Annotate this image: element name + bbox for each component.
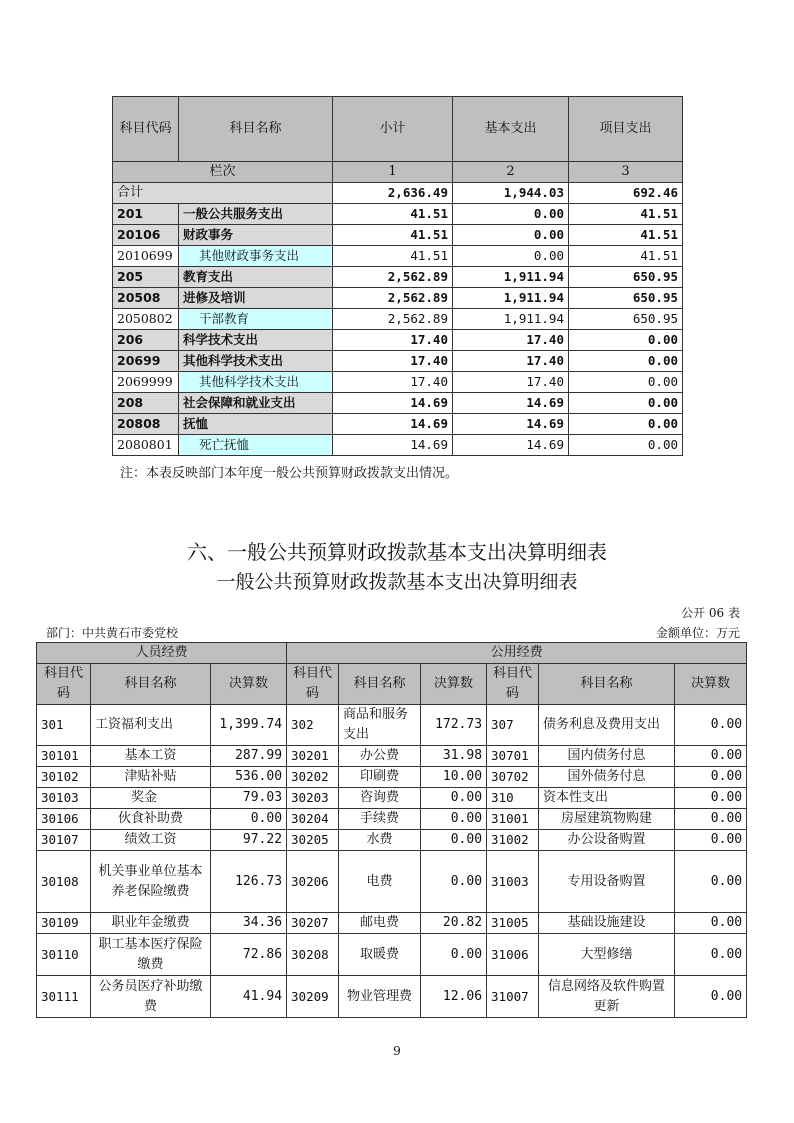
goods-amount: 10.00 bbox=[421, 767, 487, 788]
row-subtotal: 17.40 bbox=[333, 330, 453, 351]
group-personnel: 人员经费 bbox=[37, 643, 287, 664]
table-row bbox=[113, 351, 683, 372]
header-project: 项目支出 bbox=[569, 97, 683, 162]
personnel-name: 工资福利支出 bbox=[91, 705, 211, 746]
goods-code: 30204 bbox=[287, 809, 339, 830]
table-row bbox=[37, 976, 747, 1018]
personnel-amount: 536.00 bbox=[211, 767, 287, 788]
capital-name: 房屋建筑物购建 bbox=[539, 809, 675, 830]
capital-code: 31007 bbox=[487, 976, 539, 1018]
capital-name: 资本性支出 bbox=[539, 788, 675, 809]
personnel-code: 301 bbox=[37, 705, 91, 746]
header-code: 科目代码 bbox=[37, 664, 91, 705]
row-basic: 1,911.94 bbox=[453, 267, 569, 288]
header-name: 科目名称 bbox=[339, 664, 421, 705]
total-label: 合计 bbox=[113, 183, 333, 204]
table-row bbox=[113, 393, 683, 414]
table-row bbox=[37, 851, 747, 913]
header-code: 科目代码 bbox=[487, 664, 539, 705]
personnel-code: 30108 bbox=[37, 851, 91, 913]
row-name: 其他科学技术支出 bbox=[179, 351, 333, 372]
table-row bbox=[113, 225, 683, 246]
personnel-code: 30110 bbox=[37, 934, 91, 976]
header-subtotal: 小计 bbox=[333, 97, 453, 162]
capital-code: 31002 bbox=[487, 830, 539, 851]
row-name: 其他财政事务支出 bbox=[179, 246, 333, 267]
row-basic: 0.00 bbox=[453, 246, 569, 267]
row-project: 0.00 bbox=[569, 393, 683, 414]
personnel-code: 30111 bbox=[37, 976, 91, 1018]
table-row bbox=[37, 934, 747, 976]
personnel-amount: 0.00 bbox=[211, 809, 287, 830]
personnel-name: 绩效工资 bbox=[91, 830, 211, 851]
row-subtotal: 14.69 bbox=[333, 435, 453, 456]
column-index-row bbox=[113, 162, 683, 183]
goods-name: 电费 bbox=[339, 851, 421, 913]
lanci-3: 3 bbox=[569, 162, 683, 183]
personnel-code: 30109 bbox=[37, 913, 91, 934]
row-subtotal: 14.69 bbox=[333, 393, 453, 414]
personnel-amount: 34.36 bbox=[211, 913, 287, 934]
table-row bbox=[37, 809, 747, 830]
personnel-amount: 287.99 bbox=[211, 746, 287, 767]
table-row bbox=[37, 746, 747, 767]
form-number: 公开 06 表 bbox=[681, 606, 740, 620]
goods-amount: 0.00 bbox=[421, 830, 487, 851]
personnel-name: 职业年金缴费 bbox=[91, 913, 211, 934]
goods-code: 30203 bbox=[287, 788, 339, 809]
personnel-name: 奖金 bbox=[91, 788, 211, 809]
goods-code: 302 bbox=[287, 705, 339, 746]
capital-name: 大型修缮 bbox=[539, 934, 675, 976]
table-row bbox=[113, 330, 683, 351]
row-name: 干部教育 bbox=[179, 309, 333, 330]
total-basic: 1,944.03 bbox=[453, 183, 569, 204]
table-row bbox=[37, 767, 747, 788]
table-note: 注：本表反映部门本年度一般公共预算财政拨款支出情况。 bbox=[120, 466, 459, 481]
table-row bbox=[113, 246, 683, 267]
goods-amount: 0.00 bbox=[421, 851, 487, 913]
capital-name: 基础设施建设 bbox=[539, 913, 675, 934]
header-name: 科目名称 bbox=[179, 97, 333, 162]
capital-name: 债务利息及费用支出 bbox=[539, 705, 675, 746]
capital-code: 31005 bbox=[487, 913, 539, 934]
basic-expenditure-detail-table bbox=[36, 642, 747, 1018]
lanci-1: 1 bbox=[333, 162, 453, 183]
goods-amount: 31.98 bbox=[421, 746, 487, 767]
row-name: 死亡抚恤 bbox=[179, 435, 333, 456]
row-project: 650.95 bbox=[569, 267, 683, 288]
table-row bbox=[113, 372, 683, 393]
row-code: 2069999 bbox=[113, 372, 179, 393]
row-subtotal: 41.51 bbox=[333, 225, 453, 246]
goods-name: 印刷费 bbox=[339, 767, 421, 788]
goods-name: 手续费 bbox=[339, 809, 421, 830]
table-row bbox=[37, 830, 747, 851]
row-code: 20699 bbox=[113, 351, 179, 372]
row-code: 20106 bbox=[113, 225, 179, 246]
row-code: 2010699 bbox=[113, 246, 179, 267]
expenditure-summary-table bbox=[112, 96, 683, 456]
capital-name: 国内债务付息 bbox=[539, 746, 675, 767]
row-code: 20508 bbox=[113, 288, 179, 309]
row-subtotal: 2,562.89 bbox=[333, 267, 453, 288]
goods-name: 商品和服务支出 bbox=[339, 705, 421, 746]
row-basic: 17.40 bbox=[453, 372, 569, 393]
row-project: 0.00 bbox=[569, 435, 683, 456]
total-subtotal: 2,636.49 bbox=[333, 183, 453, 204]
row-basic: 1,911.94 bbox=[453, 309, 569, 330]
section-title: 六、一般公共预算财政拨款基本支出决算明细表 bbox=[187, 540, 607, 564]
row-code: 208 bbox=[113, 393, 179, 414]
row-subtotal: 2,562.89 bbox=[333, 288, 453, 309]
personnel-name: 津贴补贴 bbox=[91, 767, 211, 788]
header-amount: 决算数 bbox=[675, 664, 747, 705]
column-header-row bbox=[37, 664, 747, 705]
row-subtotal: 41.51 bbox=[333, 246, 453, 267]
goods-name: 咨询费 bbox=[339, 788, 421, 809]
capital-name: 信息网络及软件购置更新 bbox=[539, 976, 675, 1018]
table-row bbox=[113, 435, 683, 456]
row-subtotal: 17.40 bbox=[333, 351, 453, 372]
header-amount: 决算数 bbox=[421, 664, 487, 705]
personnel-code: 30107 bbox=[37, 830, 91, 851]
goods-code: 30202 bbox=[287, 767, 339, 788]
table-row bbox=[113, 204, 683, 225]
capital-code: 30702 bbox=[487, 767, 539, 788]
goods-amount: 0.00 bbox=[421, 809, 487, 830]
table-row bbox=[113, 288, 683, 309]
row-project: 0.00 bbox=[569, 351, 683, 372]
personnel-amount: 97.22 bbox=[211, 830, 287, 851]
capital-code: 31003 bbox=[487, 851, 539, 913]
capital-amount: 0.00 bbox=[675, 746, 747, 767]
personnel-name: 伙食补助费 bbox=[91, 809, 211, 830]
goods-amount: 172.73 bbox=[421, 705, 487, 746]
personnel-code: 30102 bbox=[37, 767, 91, 788]
row-basic: 0.00 bbox=[453, 225, 569, 246]
header-name: 科目名称 bbox=[91, 664, 211, 705]
page-number: 9 bbox=[393, 1044, 401, 1058]
row-name: 进修及培训 bbox=[179, 288, 333, 309]
header-amount: 决算数 bbox=[211, 664, 287, 705]
row-project: 41.51 bbox=[569, 225, 683, 246]
unit-label: 金额单位：万元 bbox=[655, 626, 740, 640]
table-header-row bbox=[113, 97, 683, 162]
capital-code: 31001 bbox=[487, 809, 539, 830]
goods-amount: 0.00 bbox=[421, 934, 487, 976]
goods-amount: 12.06 bbox=[421, 976, 487, 1018]
row-subtotal: 14.69 bbox=[333, 414, 453, 435]
capital-code: 31006 bbox=[487, 934, 539, 976]
goods-amount: 20.82 bbox=[421, 913, 487, 934]
goods-code: 30209 bbox=[287, 976, 339, 1018]
row-name: 一般公共服务支出 bbox=[179, 204, 333, 225]
row-code: 2050802 bbox=[113, 309, 179, 330]
row-basic: 17.40 bbox=[453, 351, 569, 372]
personnel-amount: 1,399.74 bbox=[211, 705, 287, 746]
capital-amount: 0.00 bbox=[675, 976, 747, 1018]
goods-code: 30207 bbox=[287, 913, 339, 934]
row-basic: 17.40 bbox=[453, 330, 569, 351]
row-basic: 14.69 bbox=[453, 435, 569, 456]
capital-code: 30701 bbox=[487, 746, 539, 767]
row-project: 0.00 bbox=[569, 414, 683, 435]
table-title: 一般公共预算财政拨款基本支出决算明细表 bbox=[216, 571, 578, 593]
total-project: 692.46 bbox=[569, 183, 683, 204]
capital-amount: 0.00 bbox=[675, 830, 747, 851]
table-row bbox=[37, 788, 747, 809]
goods-amount: 0.00 bbox=[421, 788, 487, 809]
capital-name: 办公设备购置 bbox=[539, 830, 675, 851]
table-row bbox=[37, 705, 747, 746]
row-code: 205 bbox=[113, 267, 179, 288]
goods-name: 邮电费 bbox=[339, 913, 421, 934]
lanci-2: 2 bbox=[453, 162, 569, 183]
row-project: 650.95 bbox=[569, 309, 683, 330]
goods-name: 取暖费 bbox=[339, 934, 421, 976]
table-row bbox=[113, 267, 683, 288]
table-row bbox=[37, 913, 747, 934]
row-subtotal: 2,562.89 bbox=[333, 309, 453, 330]
row-basic: 14.69 bbox=[453, 393, 569, 414]
personnel-amount: 72.86 bbox=[211, 934, 287, 976]
row-name: 抚恤 bbox=[179, 414, 333, 435]
capital-code: 307 bbox=[487, 705, 539, 746]
goods-name: 水费 bbox=[339, 830, 421, 851]
goods-code: 30206 bbox=[287, 851, 339, 913]
header-name: 科目名称 bbox=[539, 664, 675, 705]
row-code: 201 bbox=[113, 204, 179, 225]
personnel-amount: 41.94 bbox=[211, 976, 287, 1018]
goods-code: 30208 bbox=[287, 934, 339, 976]
goods-name: 办公费 bbox=[339, 746, 421, 767]
group-header-row bbox=[37, 643, 747, 664]
capital-amount: 0.00 bbox=[675, 705, 747, 746]
personnel-name: 基本工资 bbox=[91, 746, 211, 767]
capital-name: 专用设备购置 bbox=[539, 851, 675, 913]
goods-code: 30205 bbox=[287, 830, 339, 851]
row-subtotal: 17.40 bbox=[333, 372, 453, 393]
header-code: 科目代码 bbox=[287, 664, 339, 705]
table-row bbox=[113, 309, 683, 330]
goods-code: 30201 bbox=[287, 746, 339, 767]
header-basic: 基本支出 bbox=[453, 97, 569, 162]
row-code: 206 bbox=[113, 330, 179, 351]
personnel-amount: 79.03 bbox=[211, 788, 287, 809]
lanci-label: 栏次 bbox=[113, 162, 333, 183]
personnel-code: 30101 bbox=[37, 746, 91, 767]
personnel-name: 机关事业单位基本养老保险缴费 bbox=[91, 851, 211, 913]
row-code: 20808 bbox=[113, 414, 179, 435]
row-name: 其他科学技术支出 bbox=[179, 372, 333, 393]
row-name: 教育支出 bbox=[179, 267, 333, 288]
capital-amount: 0.00 bbox=[675, 767, 747, 788]
total-row bbox=[113, 183, 683, 204]
row-project: 0.00 bbox=[569, 330, 683, 351]
row-code: 2080801 bbox=[113, 435, 179, 456]
group-public: 公用经费 bbox=[287, 643, 747, 664]
personnel-code: 30103 bbox=[37, 788, 91, 809]
row-project: 0.00 bbox=[569, 372, 683, 393]
row-project: 650.95 bbox=[569, 288, 683, 309]
personnel-code: 30106 bbox=[37, 809, 91, 830]
capital-amount: 0.00 bbox=[675, 788, 747, 809]
capital-amount: 0.00 bbox=[675, 913, 747, 934]
goods-name: 物业管理费 bbox=[339, 976, 421, 1018]
row-basic: 0.00 bbox=[453, 204, 569, 225]
personnel-name: 职工基本医疗保险缴费 bbox=[91, 934, 211, 976]
row-name: 财政事务 bbox=[179, 225, 333, 246]
capital-code: 310 bbox=[487, 788, 539, 809]
capital-amount: 0.00 bbox=[675, 809, 747, 830]
personnel-amount: 126.73 bbox=[211, 851, 287, 913]
capital-amount: 0.00 bbox=[675, 934, 747, 976]
header-code: 科目代码 bbox=[113, 97, 179, 162]
row-basic: 1,911.94 bbox=[453, 288, 569, 309]
row-project: 41.51 bbox=[569, 204, 683, 225]
department-label: 部门：中共黄石市委党校 bbox=[46, 626, 179, 640]
row-subtotal: 41.51 bbox=[333, 204, 453, 225]
personnel-name: 公务员医疗补助缴费 bbox=[91, 976, 211, 1018]
table-row bbox=[113, 414, 683, 435]
row-basic: 14.69 bbox=[453, 414, 569, 435]
capital-amount: 0.00 bbox=[675, 851, 747, 913]
row-name: 科学技术支出 bbox=[179, 330, 333, 351]
row-name: 社会保障和就业支出 bbox=[179, 393, 333, 414]
capital-name: 国外债务付息 bbox=[539, 767, 675, 788]
row-project: 41.51 bbox=[569, 246, 683, 267]
